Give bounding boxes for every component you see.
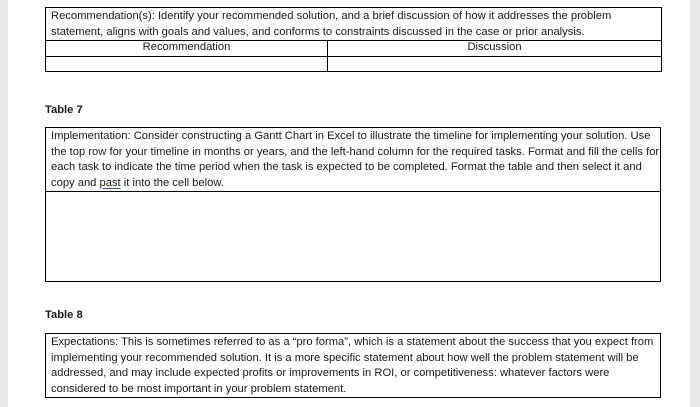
implementation-prompt: Implementation: Consider constructing a Gantt Chart in Excel to illustrate the timeline for implementing your solution. Use the top row for your timeline in months or years, and the left-hand column for the required tasks. Format and fill the cells for each task to indicate the time period when the task is expected to be completed. Format the table and then select it and copy and (51, 130, 660, 189)
document-page (8, 0, 690, 407)
table-8-caption: Table 8 (45, 309, 83, 321)
recommendation-prompt-cell[interactable] (46, 8, 662, 41)
expectations-prompt: Expectations: This is sometimes referred to as a “pro forma”, which is a statement about the success that you expect from implementing your recommended solution. It is a more specific statement about how well the problem statement will be addressed, and may include expected profits or improvements in ROI, or competitiveness: whatever factors were considered to be most important in your problem statement. (51, 336, 654, 395)
discussion-cell[interactable] (328, 57, 662, 72)
recommendation-table (45, 7, 662, 72)
recommendation-prompt: Recommendation(s): Identify your recommended solution, and a brief discussion of how it addresses the problem statement, aligns with goals and values, and conforms to constraints discussed in the case or prior analysis. (51, 10, 612, 38)
discussion-column-header[interactable]: Discussion (328, 41, 662, 57)
implementation-prompt-end: it into the cell below. (120, 176, 224, 189)
recommendation-column-header[interactable]: Recommendation (46, 41, 328, 57)
implementation-prompt-cell[interactable] (46, 128, 661, 192)
implementation-table (45, 127, 661, 282)
expectations-prompt-cell[interactable] (46, 334, 661, 398)
recommendation-cell[interactable] (46, 57, 328, 72)
expectations-table (45, 333, 661, 398)
misspelled-word[interactable]: past (99, 176, 121, 189)
table-7-caption: Table 7 (45, 104, 83, 116)
gantt-chart-cell[interactable] (46, 192, 661, 282)
